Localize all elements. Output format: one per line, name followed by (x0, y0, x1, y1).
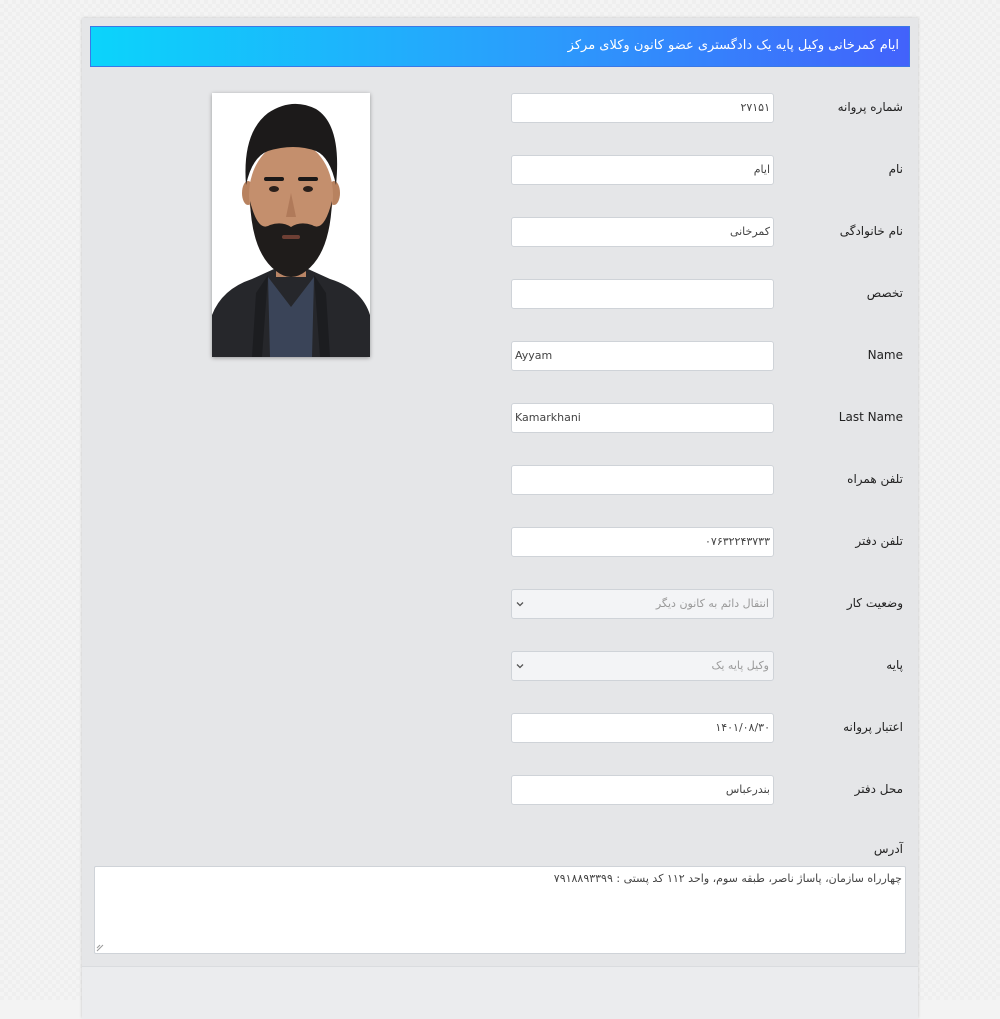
label-last-name: نام خانوادگی (839, 224, 903, 238)
label-last-name-en: Last Name (838, 410, 903, 424)
label-first-name: نام (888, 162, 903, 176)
mobile-field[interactable] (511, 465, 774, 495)
label-office-phone: تلفن دفتر (855, 534, 903, 548)
label-name-en: Name (867, 348, 903, 362)
license-number-field[interactable]: ۲۷۱۵۱ (511, 93, 774, 123)
profile-header (90, 26, 910, 67)
work-status-value: انتقال دائم به کانون دیگر (655, 597, 769, 610)
label-license-validity: اعتبار پروانه (843, 720, 903, 734)
chevron-down-icon (515, 599, 525, 609)
label-work-status: وضعیت کار (846, 596, 903, 610)
chevron-down-icon (515, 661, 525, 671)
portrait-icon (212, 93, 370, 357)
grade-select[interactable] (511, 651, 774, 681)
label-specialty: تخصص (866, 286, 903, 300)
address-textarea[interactable] (94, 866, 906, 954)
name-en-field[interactable]: Ayyam (511, 341, 774, 371)
resize-grip-icon[interactable] (96, 944, 104, 952)
last-name-field[interactable]: کمرخانی (511, 217, 774, 247)
first-name-field[interactable]: ایام (511, 155, 774, 185)
label-address: آدرس (873, 842, 903, 856)
label-grade: پایه (886, 658, 903, 672)
license-validity-field[interactable]: ۱۴۰۱/۰۸/۳۰ (511, 713, 774, 743)
page-title: ایام کمرخانی وکیل پایه یک دادگستری عضو کانون وکلای مرکز (567, 38, 899, 53)
label-mobile: تلفن همراه (847, 472, 903, 486)
grade-value: وکیل پایه یک (711, 659, 769, 672)
lawyer-profile-panel (82, 18, 918, 1018)
panel-footer (82, 966, 918, 1019)
lawyer-portrait-photo (212, 93, 370, 357)
office-phone-field[interactable]: ۰۷۶۳۲۲۴۳۷۳۳ (511, 527, 774, 557)
last-name-en-field[interactable]: Kamarkhani (511, 403, 774, 433)
work-status-select[interactable] (511, 589, 774, 619)
office-location-field[interactable]: بندرعباس (511, 775, 774, 805)
address-value: چهارراه سازمان، پاساژ ناصر، طبقه سوم، واحد ۱۱۲ کد پستی : ۷۹۱۸۸۹۳۳۹۹ (553, 872, 902, 885)
label-license-number: شماره پروانه (837, 100, 903, 114)
label-office-location: محل دفتر (854, 782, 903, 796)
specialty-field[interactable] (511, 279, 774, 309)
